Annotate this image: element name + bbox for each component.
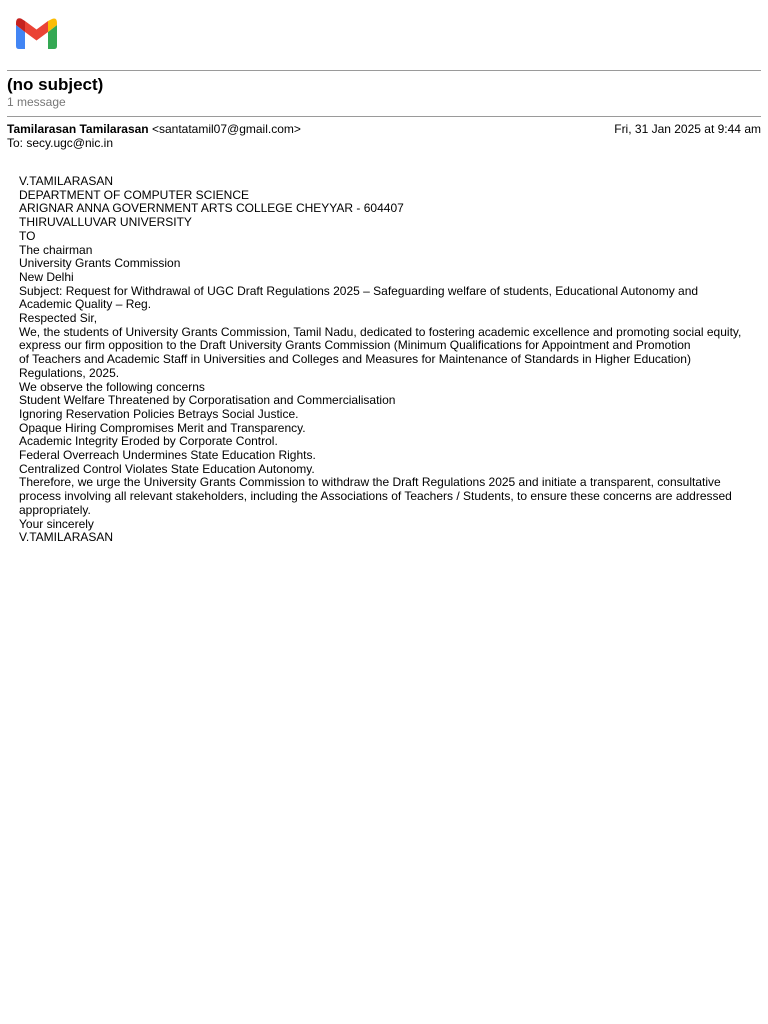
email-subject: (no subject)	[7, 75, 104, 94]
header-divider	[7, 70, 761, 71]
recipient: To: secy.ugc@nic.in	[7, 136, 114, 150]
body-line: TO	[19, 228, 36, 243]
body-line: process involving all relevant stakeholders, including the Associations of Teachers / Students, to ensure these concerns are addressed	[19, 489, 732, 504]
body-line: University Grants Commission	[19, 256, 181, 271]
email-body	[19, 175, 744, 545]
body-line: appropriately.	[19, 502, 91, 517]
email-date: Fri, 31 Jan 2025 at 9:44 am	[614, 122, 761, 136]
gmail-logo-icon	[16, 18, 57, 49]
body-line: Subject: Request for Withdrawal of UGC Draft Regulations 2025 – Safeguarding welfare of students, Educational Autonomy and Academic Quality – Reg.	[19, 283, 701, 312]
body-line: Respected Sir,	[19, 311, 98, 326]
body-line: Ignoring Reservation Policies Betrays Social Justice.	[19, 406, 299, 421]
body-line: of Teachers and Academic Staff in Universities and Colleges and Measures for Maintenance of Standards in Higher Education) Regulations, 2025.	[19, 352, 695, 380]
sender-name: Tamilarasan Tamilarasan	[7, 122, 149, 136]
body-line: Your sincerely	[19, 516, 94, 531]
body-line: Student Welfare Threatened by Corporatisation and Commercialisation	[19, 393, 396, 408]
body-line: V.TAMILARASAN	[19, 530, 114, 545]
body-line: The chairman	[19, 242, 93, 257]
body-line: V.TAMILARASAN	[19, 174, 114, 188]
message-count: 1 message	[7, 95, 66, 109]
body-line: Centralized Control Violates State Education Autonomy.	[19, 461, 315, 476]
sender	[7, 122, 301, 136]
body-line: We, the students of University Grants Commission, Tamil Nadu, dedicated to fostering academic excellence and promoting social equity, express our firm opposition to the Draft University Grants Commission (Minimum Qualifications for Appointment and Promotion	[19, 324, 745, 353]
body-line: Opaque Hiring Compromises Merit and Transparency.	[19, 420, 306, 435]
body-line: DEPARTMENT OF COMPUTER SCIENCE	[19, 187, 250, 202]
body-line: Therefore, we urge the University Grants Commission to withdraw the Draft Regulations 2025 and initiate a transparent, consultative	[19, 475, 721, 490]
body-line: Academic Integrity Eroded by Corporate Control.	[19, 434, 278, 449]
body-line: THIRUVALLUVAR UNIVERSITY	[19, 215, 192, 230]
subject-divider	[7, 116, 761, 117]
body-line: Federal Overreach Undermines State Education Rights.	[19, 448, 316, 463]
body-line: New Delhi	[19, 269, 74, 284]
body-line: We observe the following concerns	[19, 379, 205, 394]
sender-email: <santatamil07@gmail.com>	[151, 122, 301, 136]
body-line: ARIGNAR ANNA GOVERNMENT ARTS COLLEGE CHEYYAR - 604407	[19, 201, 404, 216]
